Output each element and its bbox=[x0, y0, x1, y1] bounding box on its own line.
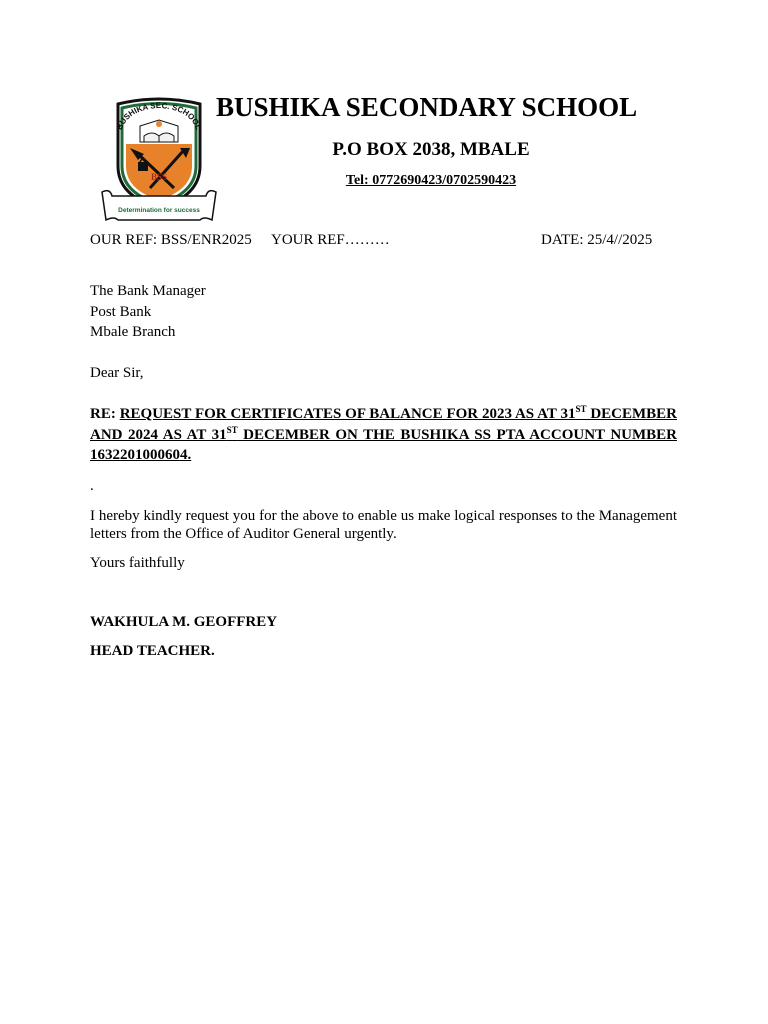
letter-date: DATE: 25/4//2025 bbox=[541, 232, 653, 248]
our-reference: OUR REF: BSS/ENR2025 bbox=[90, 232, 252, 248]
school-telephone: Tel: 0772690423/0702590423 bbox=[345, 173, 517, 188]
subject-line bbox=[90, 404, 677, 466]
recipient-line: The Bank Manager bbox=[90, 283, 206, 299]
subject-superscript: ST bbox=[575, 404, 587, 414]
school-name: BUSHIKA SECONDARY SCHOOL bbox=[216, 92, 638, 122]
svg-text:BUSHIKA SEC. SCHOOL: BUSHIKA SEC. SCHOOL bbox=[114, 100, 204, 132]
salutation: Dear Sir, bbox=[90, 365, 144, 381]
recipient-address bbox=[90, 281, 677, 343]
body-paragraph: I hereby kindly request you for the above to enable us make logical responses to the Management letters from the Office of Auditor General urgently. bbox=[90, 508, 677, 542]
svg-text:Determination for success: Determination for success bbox=[118, 207, 200, 214]
subject-part: DECEMBER AND 2024 AS AT 31 bbox=[90, 406, 677, 443]
svg-text:BSS: BSS bbox=[150, 172, 168, 182]
signatory-name: WAKHULA M. GEOFFREY bbox=[90, 614, 278, 630]
subject-superscript: ST bbox=[226, 424, 238, 435]
subject-text bbox=[90, 406, 677, 463]
recipient-line: Post Bank bbox=[90, 303, 152, 320]
school-crest-logo bbox=[100, 96, 218, 224]
school-address: P.O BOX 2038, MBALE bbox=[332, 139, 530, 160]
stray-period: . bbox=[90, 478, 94, 494]
recipient-line: Mbale Branch bbox=[90, 324, 176, 340]
closing: Yours faithfully bbox=[90, 555, 185, 571]
subject-prefix: RE: bbox=[90, 406, 116, 422]
subject-part: REQUEST FOR CERTIFICATES OF BALANCE FOR 2023 AS AT 31 bbox=[119, 406, 576, 422]
subject-part: DECEMBER ON THE BUSHIKA SS PTA ACCOUNT NUMBER 1632201000604. bbox=[90, 426, 677, 463]
signatory-title: HEAD TEACHER. bbox=[90, 643, 215, 659]
your-reference: YOUR REF……… bbox=[271, 232, 390, 248]
